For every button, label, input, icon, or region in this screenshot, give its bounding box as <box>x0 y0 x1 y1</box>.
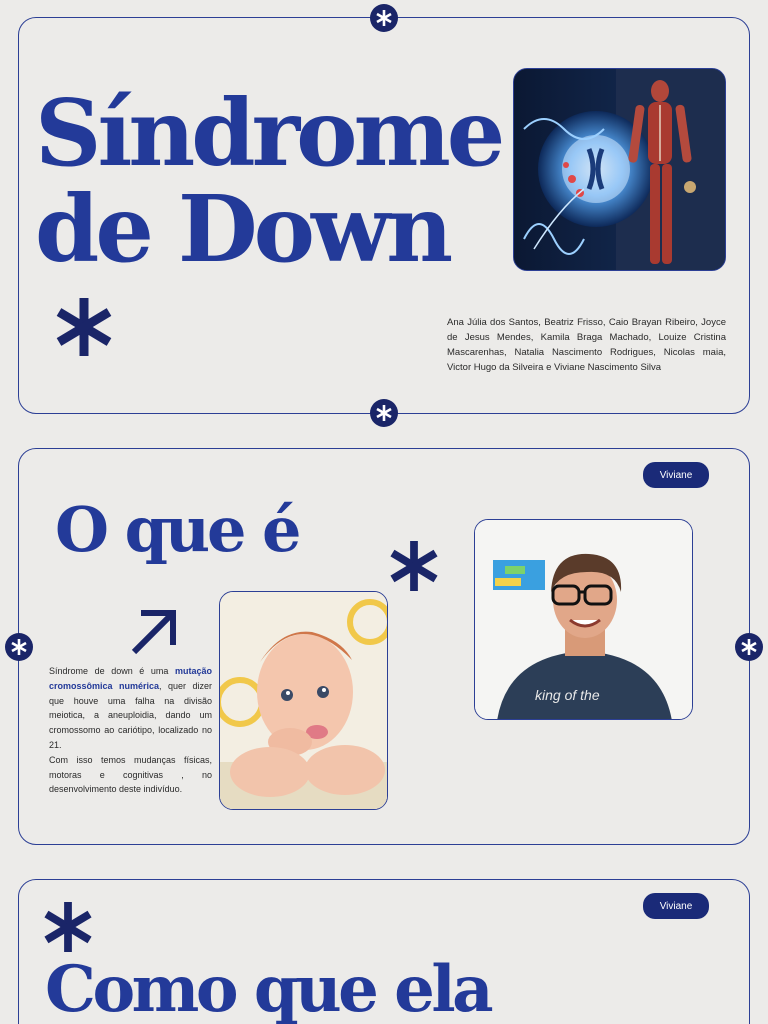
slide-how <box>18 879 750 1024</box>
arrow-up-right-icon <box>129 607 179 662</box>
svg-text:king of the: king of the <box>535 687 600 703</box>
asterisk-icon <box>43 900 93 954</box>
presenter-badge: Viviane <box>643 893 709 919</box>
star-badge-icon <box>5 633 33 661</box>
boy-photo <box>474 519 693 720</box>
slide-title <box>18 17 750 414</box>
star-badge-icon <box>370 399 398 427</box>
section-heading: O que é <box>55 493 299 566</box>
title-line-1: Síndrome <box>35 79 502 187</box>
presenter-badge: Viviane <box>643 462 709 488</box>
definition-text-start: Síndrome de down é uma <box>49 666 175 676</box>
definition-highlight: mutação cromossômica numérica <box>49 666 212 691</box>
asterisk-icon <box>55 296 113 358</box>
title-line-2: de Down <box>35 175 450 283</box>
definition-text-end: , quer dizer que houve uma falha na divisão meiotica, a aneuploidia, dando um cromossomo ao cariótipo, localizado no 21. <box>49 680 213 750</box>
baby-photo <box>219 591 388 810</box>
authors-list: Ana Júlia dos Santos, Beatriz Frisso, Caio Brayan Ribeiro, Joyce de Jesus Mendes, Kamila Braga Machado, Louize Cristina Mascarenhas, Natalia Nascimento Rodrigues, Nicolas maia, Victor Hugo da Silveira e Viviane Nascimento Silva <box>447 317 726 373</box>
star-badge-icon <box>370 4 398 32</box>
slide-what-is <box>18 448 750 845</box>
star-badge-icon <box>735 633 763 661</box>
section-heading: Como que ela <box>45 952 491 1024</box>
definition-text <box>49 664 212 797</box>
dna-anatomy-image <box>513 68 726 271</box>
asterisk-icon <box>389 539 439 593</box>
definition-paragraph-2: Com isso temos mudanças físicas, motoras e cognitivas , no desenvolvimento deste indivíduo. <box>49 754 212 795</box>
